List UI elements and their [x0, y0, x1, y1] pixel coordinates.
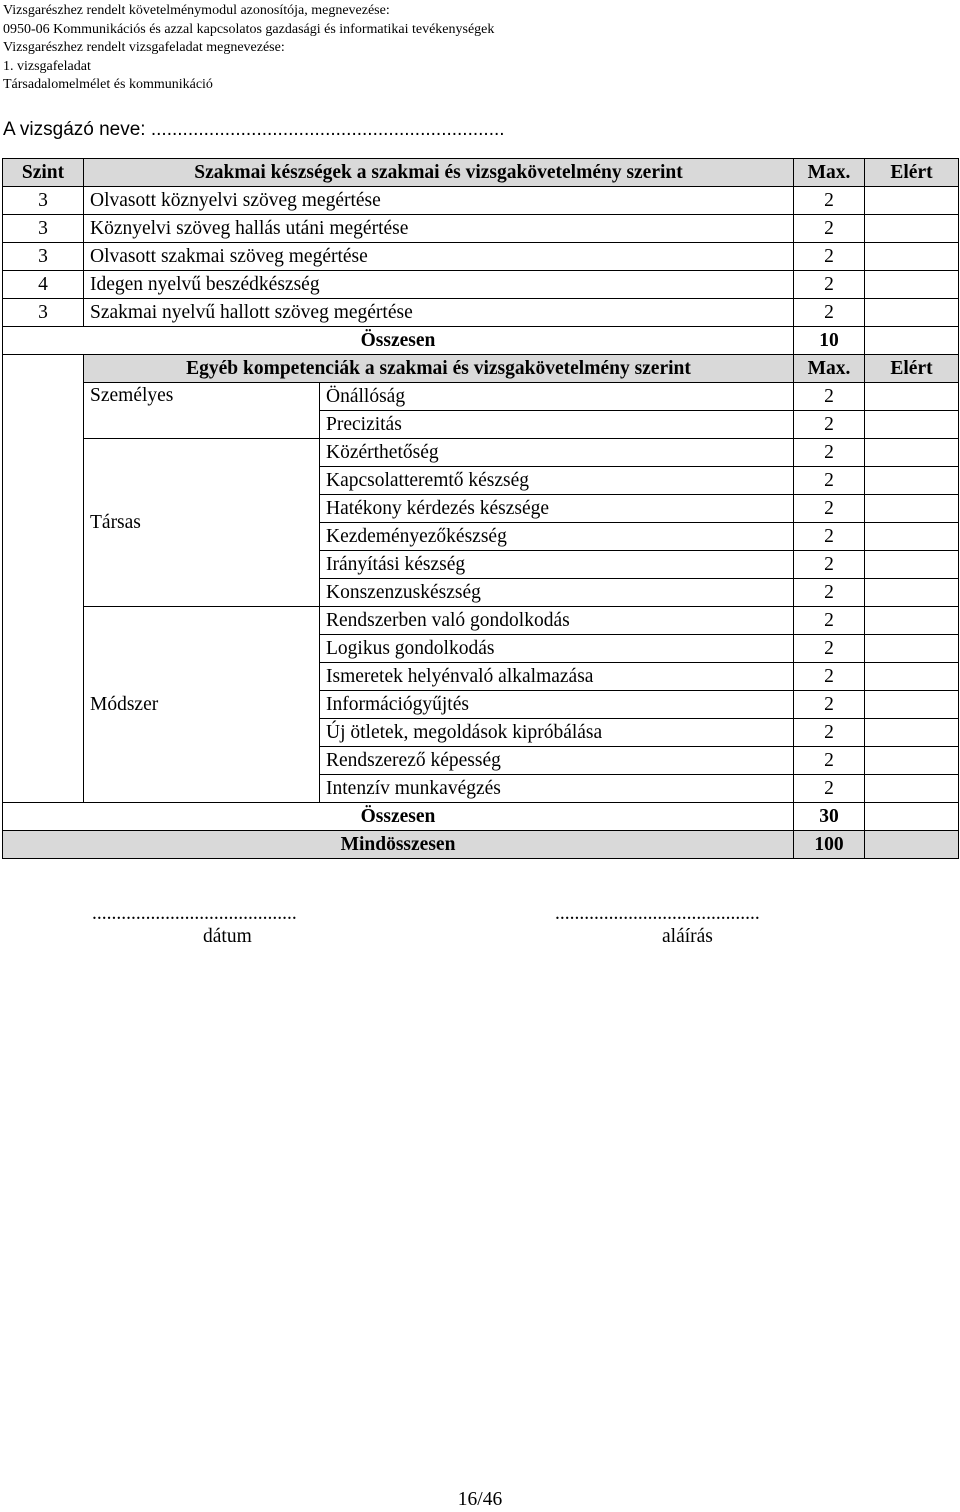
- competence-achieved-cell: [865, 579, 959, 607]
- competence-max: 2: [794, 635, 865, 663]
- skill-row: [3, 271, 959, 299]
- competence-group-name: Módszer: [84, 607, 320, 803]
- competence-max: 2: [794, 523, 865, 551]
- header-module-label: Vizsgarészhez rendelt követelménymodul azonosítója, megnevezése:: [3, 3, 390, 18]
- competence-name: Kapcsolatteremtő készség: [320, 467, 794, 495]
- competence-max: 2: [794, 747, 865, 775]
- skill-name: Idegen nyelvű beszédkészség: [84, 271, 794, 299]
- skill-achieved-cell: [865, 243, 959, 271]
- competence-total-label: Összesen: [3, 803, 794, 831]
- page-number: 16/46: [457, 1489, 503, 1510]
- competence-achieved-cell: [865, 747, 959, 775]
- empty-level-column: [3, 355, 84, 803]
- competence-achieved-cell: [865, 551, 959, 579]
- header-task-label: Vizsgarészhez rendelt vizsgafeladat megnevezése:: [3, 40, 285, 56]
- competence-max: 2: [794, 551, 865, 579]
- competence-name: Új ötletek, megoldások kipróbálása: [320, 719, 794, 747]
- competence-group-name: Társas: [84, 439, 320, 607]
- skill-row: [3, 187, 959, 215]
- skills-total-achieved-cell: [865, 327, 959, 355]
- competence-name: Önállóság: [320, 383, 794, 411]
- evaluation-table: [2, 158, 959, 859]
- competence-achieved-cell: [865, 691, 959, 719]
- competence-name: Intenzív munkavégzés: [320, 775, 794, 803]
- date-label: dátum: [203, 926, 252, 947]
- skill-achieved-cell: [865, 299, 959, 327]
- signature-label: aláírás: [662, 926, 713, 947]
- header-task-name: Társadalomelmélet és kommunikáció: [3, 77, 213, 93]
- competence-row: [3, 607, 959, 635]
- competence-name: Rendszerben való gondolkodás: [320, 607, 794, 635]
- skill-name: Olvasott köznyelvi szöveg megértése: [84, 187, 794, 215]
- header-max: Max.: [794, 159, 865, 187]
- competence-header-row: [3, 355, 959, 383]
- competence-name: Közérthetőség: [320, 439, 794, 467]
- competence-max: 2: [794, 495, 865, 523]
- header-max: Max.: [794, 355, 865, 383]
- competence-max: 2: [794, 439, 865, 467]
- skill-achieved-cell: [865, 215, 959, 243]
- competence-max: 2: [794, 411, 865, 439]
- competence-name: Kezdeményezőkészség: [320, 523, 794, 551]
- skill-name: Olvasott szakmai szöveg megértése: [84, 243, 794, 271]
- grand-total-achieved-cell: [865, 831, 959, 859]
- skill-row: [3, 243, 959, 271]
- competence-name: Ismeretek helyénvaló alkalmazása: [320, 663, 794, 691]
- skill-level: 3: [3, 299, 84, 327]
- skill-max: 2: [794, 187, 865, 215]
- skill-row: [3, 299, 959, 327]
- competence-total-row: [3, 803, 959, 831]
- competence-name: Konszenzuskészség: [320, 579, 794, 607]
- competence-max: 2: [794, 691, 865, 719]
- competence-max: 2: [794, 663, 865, 691]
- competence-name: Rendszerező képesség: [320, 747, 794, 775]
- competence-max: 2: [794, 467, 865, 495]
- skill-max: 2: [794, 299, 865, 327]
- skill-max: 2: [794, 243, 865, 271]
- skills-total-label: Összesen: [3, 327, 794, 355]
- competence-group-name: Személyes: [84, 383, 320, 439]
- competence-name: Logikus gondolkodás: [320, 635, 794, 663]
- skill-max: 2: [794, 215, 865, 243]
- skill-name: Köznyelvi szöveg hallás utáni megértése: [84, 215, 794, 243]
- date-dots: ..........................................: [92, 903, 297, 924]
- skill-level: 3: [3, 215, 84, 243]
- examinee-name-field: A vizsgázó neve: ...................................................................: [3, 119, 505, 140]
- grand-total-value: 100: [794, 831, 865, 859]
- competence-name: Hatékony kérdezés készsége: [320, 495, 794, 523]
- document-header: [3, 2, 494, 95]
- competence-achieved-cell: [865, 495, 959, 523]
- competence-achieved-cell: [865, 523, 959, 551]
- skill-level: 3: [3, 187, 84, 215]
- competence-max: 2: [794, 607, 865, 635]
- competence-achieved-cell: [865, 775, 959, 803]
- competence-row: [3, 383, 959, 411]
- competence-total-achieved-cell: [865, 803, 959, 831]
- signature-dots: ..........................................: [555, 903, 760, 924]
- skills-total-value: 10: [794, 327, 865, 355]
- competence-name: Információgyűjtés: [320, 691, 794, 719]
- skill-level: 4: [3, 271, 84, 299]
- competence-achieved-cell: [865, 383, 959, 411]
- skills-header-row: [3, 159, 959, 187]
- competence-achieved-cell: [865, 663, 959, 691]
- header-other-competences: Egyéb kompetenciák a szakmai és vizsgakövetelmény szerint: [84, 355, 794, 383]
- grand-total-label: Mindösszesen: [3, 831, 794, 859]
- skill-row: [3, 215, 959, 243]
- competence-achieved-cell: [865, 719, 959, 747]
- competence-row: [3, 439, 959, 467]
- header-module-name: 0950-06 Kommunikációs és azzal kapcsolatos gazdasági és informatikai tevékenységek: [3, 21, 495, 37]
- skill-achieved-cell: [865, 271, 959, 299]
- competence-max: 2: [794, 719, 865, 747]
- header-task-number: 1. vizsgafeladat: [3, 58, 91, 74]
- grand-total-row: [3, 831, 959, 859]
- competence-max: 2: [794, 579, 865, 607]
- competence-total-value: 30: [794, 803, 865, 831]
- skill-level: 3: [3, 243, 84, 271]
- competence-achieved-cell: [865, 635, 959, 663]
- competence-achieved-cell: [865, 607, 959, 635]
- competence-name: Irányítási készség: [320, 551, 794, 579]
- skill-achieved-cell: [865, 187, 959, 215]
- skills-total-row: [3, 327, 959, 355]
- header-achieved: Elért: [865, 355, 959, 383]
- skill-name: Szakmai nyelvű hallott szöveg megértése: [84, 299, 794, 327]
- competence-achieved-cell: [865, 411, 959, 439]
- competence-max: 2: [794, 775, 865, 803]
- header-level: Szint: [3, 159, 84, 187]
- header-professional-skills: Szakmai készségek a szakmai és vizsgakövetelmény szerint: [84, 159, 794, 187]
- competence-name: Precizitás: [320, 411, 794, 439]
- competence-achieved-cell: [865, 467, 959, 495]
- header-achieved: Elért: [865, 159, 959, 187]
- skill-max: 2: [794, 271, 865, 299]
- competence-achieved-cell: [865, 439, 959, 467]
- competence-max: 2: [794, 383, 865, 411]
